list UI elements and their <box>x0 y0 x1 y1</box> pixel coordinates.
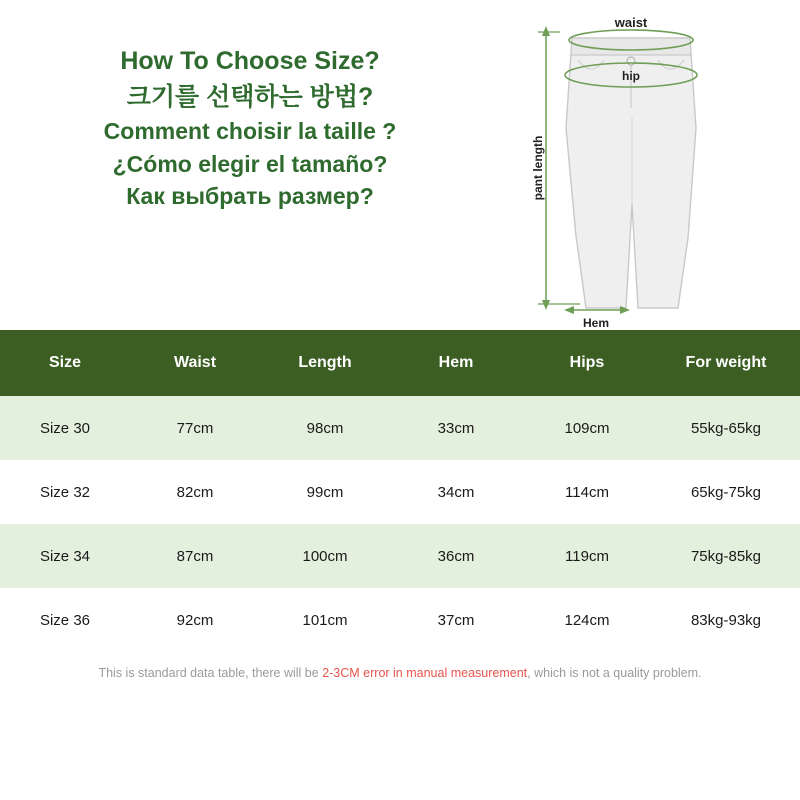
measurement-note <box>0 652 800 680</box>
column-header-hips: Hips <box>522 330 652 396</box>
cell-hem: 34cm <box>390 460 522 524</box>
column-header-for-weight: For weight <box>652 330 800 396</box>
top-section <box>0 0 800 330</box>
table-row <box>0 588 800 652</box>
cell-length: 101cm <box>260 588 390 652</box>
note-error-text: 2-3CM error in manual measurement <box>322 666 528 680</box>
cell-size: Size 30 <box>0 396 130 460</box>
headline-es: ¿Cómo elegir el tamaño? <box>112 150 388 177</box>
hem-label: Hem <box>582 316 610 328</box>
column-header-size: Size <box>0 330 130 396</box>
headline-ru: Как выбрать размер? <box>126 183 374 210</box>
cell-size: Size 34 <box>0 524 130 588</box>
cell-waist: 77cm <box>130 396 260 460</box>
table-row <box>0 460 800 524</box>
cell-for-weight: 65kg-75kg <box>652 460 800 524</box>
cell-length: 100cm <box>260 524 390 588</box>
headline-ko: 크기를 선택하는 방법? <box>126 82 374 111</box>
cell-waist: 87cm <box>130 524 260 588</box>
headline-en: How To Choose Size? <box>120 47 380 75</box>
note-part-1: This is standard data table, there will be <box>98 666 323 680</box>
size-table <box>0 330 800 652</box>
cell-for-weight: 55kg-65kg <box>652 396 800 460</box>
cell-hem: 37cm <box>390 588 522 652</box>
cell-waist: 82cm <box>130 460 260 524</box>
cell-size: Size 36 <box>0 588 130 652</box>
cell-length: 98cm <box>260 396 390 460</box>
waist-label: waist <box>614 15 648 30</box>
size-table-wrap <box>0 330 800 680</box>
cell-waist: 92cm <box>130 588 260 652</box>
headline-block <box>0 44 500 213</box>
column-header-waist: Waist <box>130 330 260 396</box>
table-row <box>0 396 800 460</box>
table-header-row <box>0 330 800 396</box>
table-row <box>0 524 800 588</box>
headline-fr: Comment choisir la taille ? <box>103 118 397 144</box>
column-header-length: Length <box>260 330 390 396</box>
cell-hips: 114cm <box>522 460 652 524</box>
pants-measurement-diagram <box>520 8 790 328</box>
cell-hips: 119cm <box>522 524 652 588</box>
cell-hem: 33cm <box>390 396 522 460</box>
column-header-hem: Hem <box>390 330 522 396</box>
hip-label: hip <box>622 69 640 83</box>
cell-length: 99cm <box>260 460 390 524</box>
cell-hips: 109cm <box>522 396 652 460</box>
cell-for-weight: 75kg-85kg <box>652 524 800 588</box>
cell-hem: 36cm <box>390 524 522 588</box>
cell-for-weight: 83kg-93kg <box>652 588 800 652</box>
pant-length-label: pant length <box>531 135 545 201</box>
cell-hips: 124cm <box>522 588 652 652</box>
cell-size: Size 32 <box>0 460 130 524</box>
note-part-2: , which is not a quality problem. <box>527 666 702 680</box>
